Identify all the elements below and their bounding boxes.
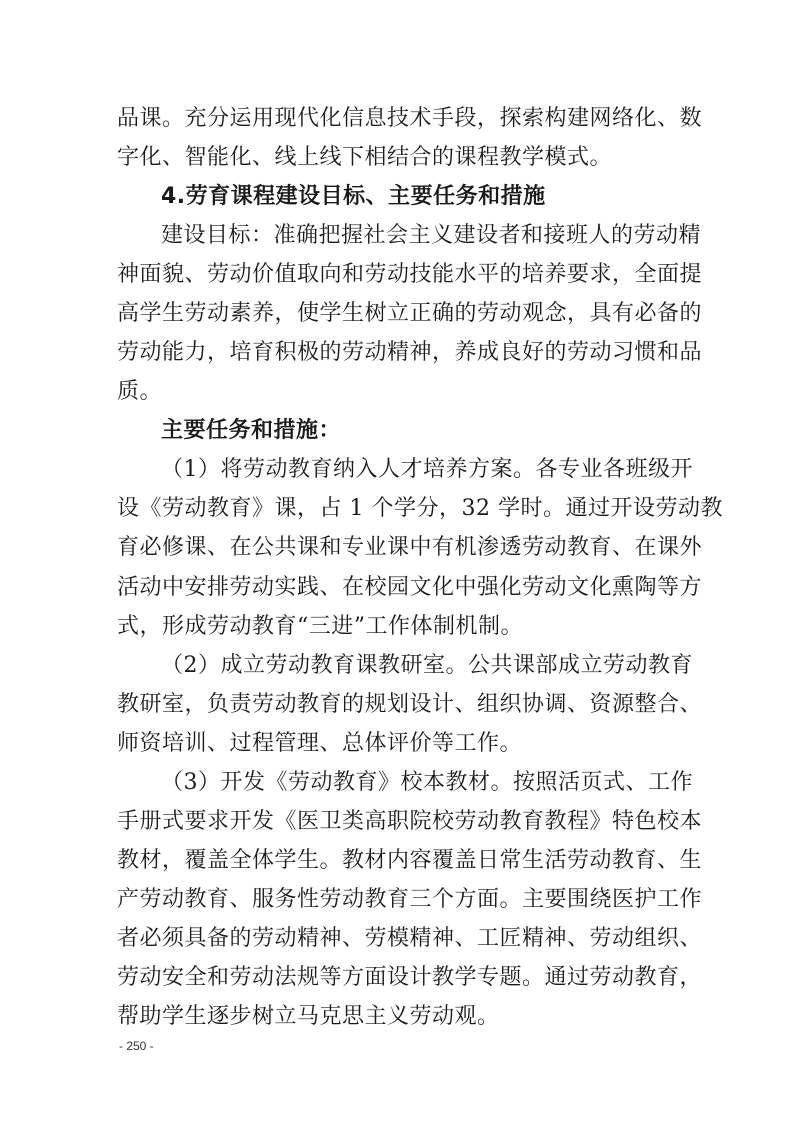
body-text-line: 教材，覆盖全体学生。教材内容覆盖日常生活劳动教育、生 bbox=[117, 848, 703, 873]
section-heading: 4.劳育课程建设目标、主要任务和措施 bbox=[161, 184, 546, 209]
page-number: - 250 - bbox=[119, 1039, 154, 1053]
body-text-line: 产劳动教育、服务性劳动教育三个方面。主要围绕医护工作 bbox=[117, 887, 703, 912]
body-text-line: 教研室，负责劳动教育的规划设计、组织协调、资源整合、 bbox=[117, 692, 703, 717]
body-text-line: （3）开发《劳动教育》校本教材。按照活页式、工作 bbox=[161, 770, 693, 795]
body-text-line: 质。 bbox=[117, 379, 163, 404]
body-text-line: 建设目标：准确把握社会主义建设者和接班人的劳动精 bbox=[161, 223, 702, 248]
body-text-line: 者必须具备的劳动精神、劳模精神、工匠精神、劳动组织、 bbox=[117, 926, 703, 951]
subsection-heading: 主要任务和措施： bbox=[161, 418, 342, 443]
body-text-line: 高学生劳动素养，使学生树立正确的劳动观念，具有必备的 bbox=[117, 301, 703, 326]
body-text-line: 手册式要求开发《医卫类高职院校劳动教育教程》特色校本 bbox=[117, 809, 703, 834]
body-text-line: （1）将劳动教育纳入人才培养方案。各专业各班级开 bbox=[161, 457, 693, 482]
body-text-line: 劳动安全和劳动法规等方面设计教学专题。通过劳动教育， bbox=[117, 965, 703, 990]
body-text-line: 师资培训、过程管理、总体评价等工作。 bbox=[117, 731, 523, 756]
body-text-line: 帮助学生逐步树立马克思主义劳动观。 bbox=[117, 1004, 500, 1029]
body-text-line: 品课。充分运用现代化信息技术手段，探索构建网络化、数 bbox=[117, 106, 703, 131]
body-text-line: 劳动能力，培育积极的劳动精神，养成良好的劳动习惯和品 bbox=[117, 340, 703, 365]
body-text-line: 式，形成劳动教育“三进”工作体制机制。 bbox=[117, 614, 523, 639]
body-text-line: （2）成立劳动教育课教研室。公共课部成立劳动教育 bbox=[161, 653, 693, 678]
body-text-line: 字化、智能化、线上线下相结合的课程教学模式。 bbox=[117, 145, 613, 170]
body-text-line: 设《劳动教育》课，占 1 个学分，32 学时。通过开设劳动教 bbox=[117, 496, 723, 521]
body-text-line: 活动中安排劳动实践、在校园文化中强化劳动文化熏陶等方 bbox=[117, 575, 703, 600]
body-text-line: 育必修课、在公共课和专业课中有机渗透劳动教育、在课外 bbox=[117, 535, 703, 560]
body-text-line: 神面貌、劳动价值取向和劳动技能水平的培养要求，全面提 bbox=[117, 262, 703, 287]
